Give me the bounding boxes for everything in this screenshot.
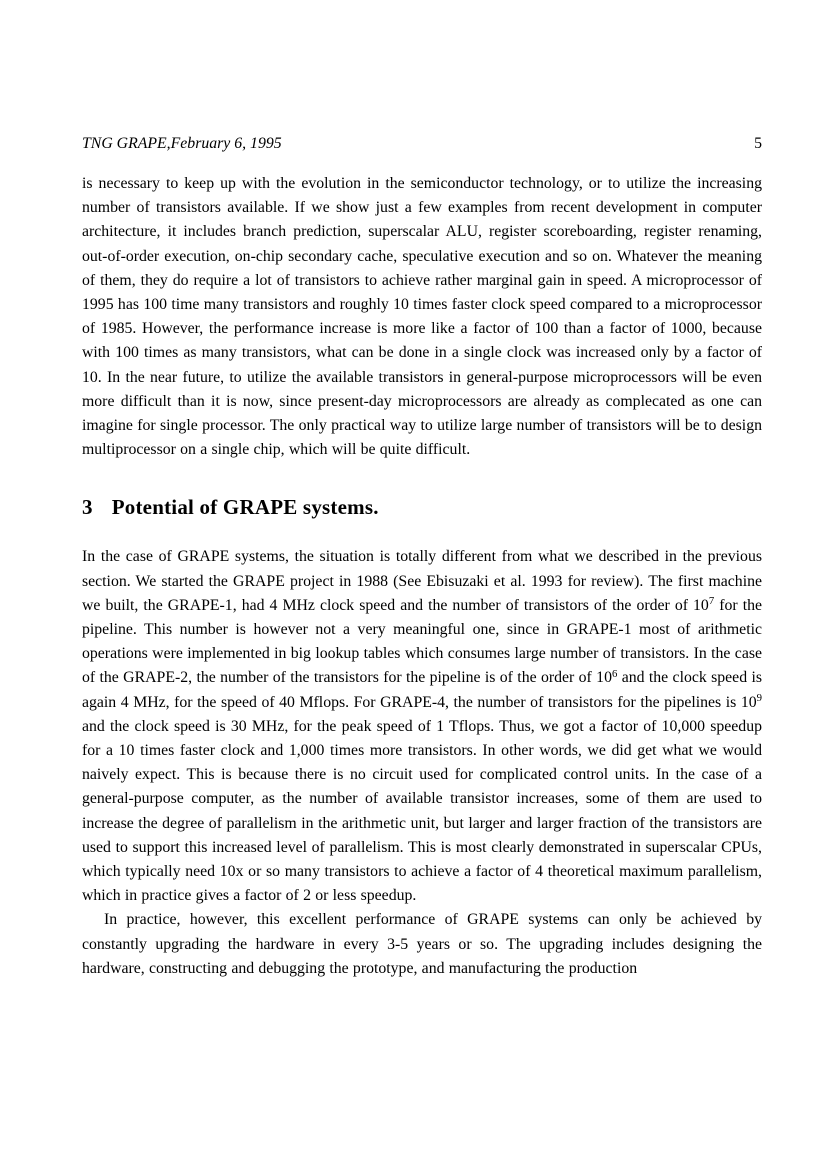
running-title: TNG GRAPE,February 6, 1995 [82,135,282,152]
paragraph-2-text: for the pipeline. This number is however not a very meaningful one, since in GRAPE-1 most of arithmetic operations were implemented in big lookup tables which consumes large number of transistors. In the case of the GRAPE-2, the number of the transistors for the pipeline is of the order of 10 [82,596,763,687]
section-heading [82,495,762,519]
paragraph-2-text: In the case of GRAPE systems, the situation is totally different from what we described in the previous section. We started the GRAPE project in 1988 (See Ebisuzaki et al. 1993 for review). The first machine we built, the GRAPE-1, had 4 MHz clock speed and the number of transistors of the order of 10 [82,548,762,614]
paragraph-3: In practice, however, this excellent performance of GRAPE systems can only be achieved by constantly upgrading the hardware in every 3-5 years or so. The upgrading includes designing the hardware, constructing and debugging the prototype, and manufacturing the production [82,911,762,977]
superscript-exponent: 7 [708,594,715,607]
page-number: 5 [754,135,762,152]
superscript-exponent: 9 [756,691,762,704]
running-header [82,134,762,154]
paragraph-2-text: and the clock speed is 30 MHz, for the peak speed of 1 Tflops. Thus, we got a factor of 10,000 speedup for a 10 times faster clock and 1,000 times more transistors. In other words, we did get what we would naively expect. This is because there is no circuit used for complicated control units. In the case of a general-purpose computer, as the number of available transistor increases, some of them are used to increase the degree of parallelism in the arithmetic unit, but larger and larger fraction of the transistors are used to support this increased level of parallelism. This is most clearly demonstrated in superscalar CPUs, which typically need 10x or so many transistors to achieve a factor of 4 theoretical maximum parallelism, which in practice gives a factor of 2 or less speedup. [82,717,762,905]
paragraph-2-text: and the clock speed is again 4 MHz, for the speed of 40 Mflops. For GRAPE-4, the number of transistors for the pipelines is 10 [82,669,762,711]
paragraph-2 [82,545,762,908]
section-title: Potential of GRAPE systems. [111,495,379,520]
section-number: 3 [82,495,93,520]
superscript-exponent: 6 [611,667,618,680]
paragraph-1: is necessary to keep up with the evolution in the semiconductor technology, or to utilize the increasing number of transistors available. If we show just a few examples from recent development in computer architecture, it includes branch prediction, superscalar ALU, register scoreboarding, register renaming, out-of-order execution, on-chip secondary cache, speculative execution and so on. Whatever the meaning of them, they do require a lot of transistors to achieve rather marginal gain in speed. A microprocessor of 1995 has 100 time many transistors and roughly 10 times faster clock speed compared to a microprocessor of 1985. However, the performance increase is more like a factor of 100 than a factor of 1000, because with 100 times as many transistors, what can be done in a single clock was increased only by a factor of 10. In the near future, to utilize the available transistors in general-purpose microprocessors will be even more difficult than it is now, since present-day microprocessors are already as complecated as one can imagine for single processor. The only practical way to utilize large number of transistors will be to design multiprocessor on a single chip, which will be quite difficult. [82,175,762,459]
